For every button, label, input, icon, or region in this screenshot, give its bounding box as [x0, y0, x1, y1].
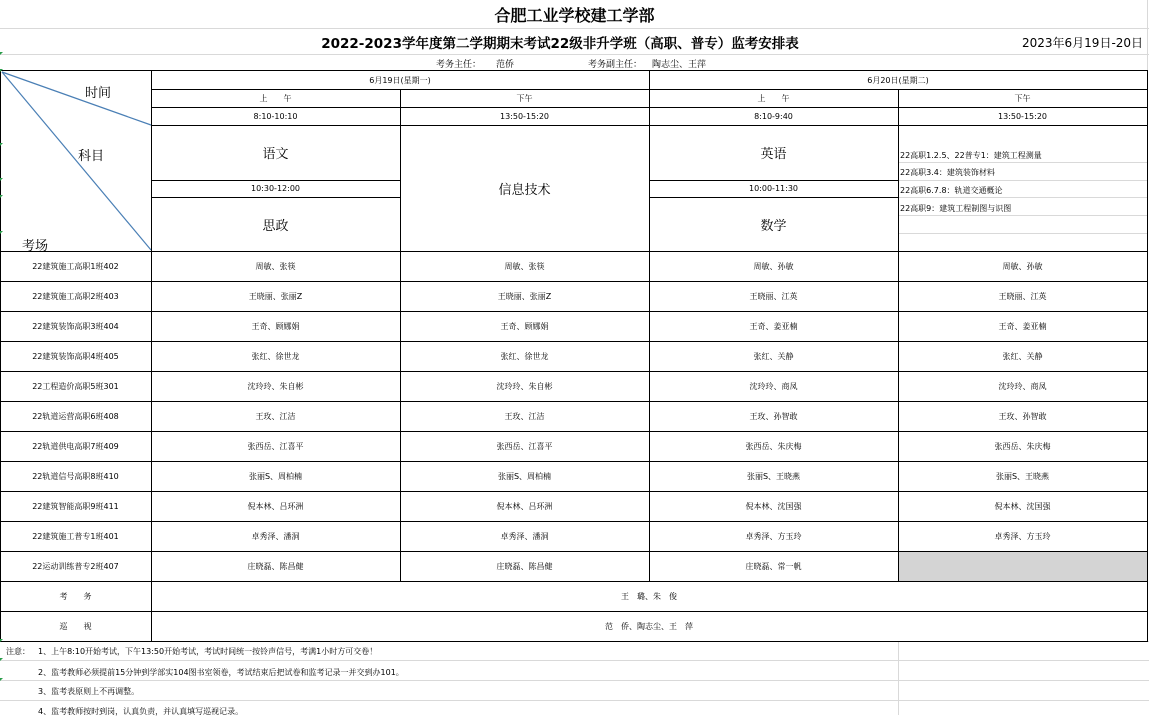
note-item: 2、监考教师必须提前15分钟到学部实104图书室领卷，考试结束后把试卷和监考记录一并交到办101。: [38, 668, 404, 677]
note-item: 1、上午8:10开始考试，下午13:50开始考试，考试时间统一按铃声信号，考满1小时方可交卷！: [38, 647, 378, 656]
corner-subject-label: 科目: [78, 149, 105, 164]
grid-line: [0, 660, 1149, 661]
grid-line: [898, 641, 899, 715]
table-border: [151, 197, 400, 198]
proctor-cell: 周敏、孙敏: [1002, 261, 1043, 271]
corner-diagonals: [0, 70, 152, 251]
table-border: [0, 70, 1, 641]
proctor-cell: 卓秀泽、方玉玲: [745, 531, 802, 541]
patrol-value: 范 侨、陶志尘、王 萍: [605, 621, 693, 631]
grid-line: [898, 215, 1147, 216]
session-2-subject: 信息技术: [498, 182, 551, 198]
room-name: 22建筑施工高职1班402: [32, 261, 119, 271]
room-name: 22建筑施工高职2班403: [32, 291, 119, 301]
cell-comment-marker: [0, 658, 3, 661]
session-2-time: 13:50-15:20: [500, 111, 549, 121]
proctor-cell: 倪本林、沈国强: [994, 501, 1051, 511]
grid-line: [0, 680, 1149, 681]
table-border: [0, 641, 1148, 642]
proctor-cell: 庄晓磊、常一帆: [745, 561, 802, 571]
room-name: 22轨道信号高职8班410: [32, 471, 119, 481]
proctor-cell: 张红、关静: [1002, 351, 1043, 361]
session-3-subject2: 数学: [760, 218, 787, 234]
session-4-subject-line: 22高职3.4：建筑装饰材料: [900, 168, 995, 177]
proctor-cell: 王奇、顾娜娟: [500, 321, 549, 331]
proctor-cell: 张西岳、朱庆梅: [745, 441, 802, 451]
room-name: 22运动训练普专2班407: [32, 561, 119, 571]
room-name: 22建筑施工普专1班401: [32, 531, 119, 541]
deputy-names: 陶志尘、王萍: [652, 60, 707, 70]
session-4-time: 13:50-15:20: [998, 111, 1047, 121]
proctor-cell: 周敏、孙敏: [753, 261, 794, 271]
table-border: [1147, 70, 1148, 641]
table-border: [151, 180, 400, 181]
proctor-cell: 王玫、江洁: [504, 411, 545, 421]
room-name: 22建筑装饰高职4班405: [32, 351, 119, 361]
session-4-subject-line: 22高职6.7.8：轨道交通概论: [900, 186, 1003, 195]
day-2-header: 6月20日(星期二): [867, 75, 929, 85]
proctor-cell: 张丽S、周柏楠: [497, 471, 552, 481]
cell-comment-marker: [0, 678, 3, 681]
proctor-cell: 卓秀泽、潘洞: [500, 531, 549, 541]
room-name: 22工程造价高职5班301: [32, 381, 119, 391]
note-item: 4、监考教师按时到岗，认真负责，并认真填写巡视记录。: [38, 707, 244, 716]
session-1-subject2: 思政: [262, 218, 289, 234]
proctor-cell: 卓秀泽、方玉玲: [994, 531, 1051, 541]
proctor-cell: 王玫、孙智敢: [998, 411, 1047, 421]
proctor-cell: 周敏、张筷: [504, 261, 545, 271]
note-item: 3、监考表原则上不再调整。: [38, 687, 140, 696]
grid-line: [0, 28, 1149, 29]
corner-time-label: 时间: [85, 86, 112, 101]
proctor-cell: 倪本林、吕环洲: [247, 501, 304, 511]
proctor-cell: 倪本林、吕环洲: [496, 501, 553, 511]
room-name: 22轨道运营高职6班408: [32, 411, 119, 421]
proctor-cell: 王晓丽、江英: [749, 291, 798, 301]
session-3-time: 8:10-9:40: [754, 111, 793, 121]
cell-comment-marker: [0, 231, 3, 234]
table-border: [0, 70, 1148, 71]
grid-line: [898, 162, 1147, 163]
date-range: 2023年6月19日-20日: [1022, 36, 1144, 50]
proctor-cell: 王奇、顾娜娟: [251, 321, 300, 331]
affairs-label: 考 务: [59, 591, 92, 601]
proctor-cell: 王晓丽、张丽Z: [497, 291, 552, 301]
cell-comment-marker: [0, 639, 3, 642]
proctor-cell: 倪本林、沈国强: [745, 501, 802, 511]
cell-comment-marker: [0, 195, 3, 198]
deputy-label: 考务副主任：: [588, 60, 643, 70]
cell-comment-marker: [0, 52, 3, 55]
cell-comment-marker: [0, 143, 3, 146]
proctor-cell: 沈玲玲、朱自彬: [496, 381, 553, 391]
proctor-cell: 张丽S、周柏楠: [248, 471, 303, 481]
affairs-value: 王 璐、朱 俊: [621, 591, 677, 601]
patrol-label: 巡 视: [59, 621, 92, 631]
room-name: 22建筑装饰高职3班404: [32, 321, 119, 331]
table-border: [649, 180, 898, 181]
grid-line: [898, 233, 1147, 234]
notes-prefix: 注意：: [6, 647, 30, 656]
table-border: [400, 89, 401, 581]
proctor-cell: 王玫、孙智敢: [749, 411, 798, 421]
proctor-cell: 张红、关静: [753, 351, 794, 361]
chief-name: 范侨: [496, 60, 515, 70]
proctor-cell: 王奇、姜亚楠: [998, 321, 1047, 331]
session-3-subject: 英语: [760, 147, 787, 162]
proctor-cell: 王晓丽、张丽Z: [248, 291, 303, 301]
session-3-time2: 10:00-11:30: [749, 184, 798, 193]
proctor-cell: 沈玲玲、朱自彬: [247, 381, 304, 391]
table-border: [0, 581, 1148, 582]
session-2-half: 下午: [516, 93, 533, 103]
proctor-cell: 张丽S、王晓燕: [746, 471, 801, 481]
proctor-cell: 张西岳、江喜平: [247, 441, 304, 451]
proctor-cell: 沈玲玲、商凤: [749, 381, 798, 391]
grid-line: [0, 700, 1149, 701]
grid-line: [898, 197, 1147, 198]
proctor-cell: 张红、徐世龙: [500, 351, 549, 361]
sheet-title: 2022-2023学年度第二学期期末考试22级非升学班（高职、普专）监考安排表: [321, 36, 799, 52]
session-4-half: 下午: [1014, 93, 1031, 103]
proctor-cell: 张西岳、朱庆梅: [994, 441, 1051, 451]
proctor-cell: 卓秀泽、潘洞: [251, 531, 300, 541]
chief-label: 考务主任：: [436, 60, 482, 70]
proctor-cell: 周敏、张筷: [255, 261, 296, 271]
corner-room-label: 考场: [22, 239, 49, 254]
proctor-cell: 沈玲玲、商凤: [998, 381, 1047, 391]
room-name: 22建筑智能高职9班411: [32, 501, 119, 511]
session-4-subject-line: 22高职1.2.5、22普专1：建筑工程测量: [900, 151, 1042, 160]
session-3-half: 上 午: [757, 93, 790, 103]
proctor-cell: 张红、徐世龙: [251, 351, 300, 361]
proctor-cell: [898, 551, 1147, 581]
table-border: [151, 70, 152, 641]
session-4-subject-line: 22高职9：建筑工程制图与识图: [900, 204, 1012, 213]
cell-comment-marker: [0, 69, 3, 72]
cell-comment-marker: [0, 178, 3, 181]
proctor-cell: 王玫、江洁: [255, 411, 296, 421]
session-1-subject: 语文: [262, 147, 289, 162]
grid-line: [898, 180, 1147, 181]
proctor-cell: 张丽S、王晓燕: [995, 471, 1050, 481]
proctor-cell: 王奇、姜亚楠: [749, 321, 798, 331]
proctor-cell: 庄晓磊、陈昌健: [496, 561, 553, 571]
table-border: [0, 251, 1148, 252]
proctor-cell: 庄晓磊、陈昌健: [247, 561, 304, 571]
session-1-time2: 10:30-12:00: [251, 184, 300, 193]
table-border: [898, 89, 899, 581]
table-border: [0, 611, 1148, 612]
day-1-header: 6月19日(星期一): [369, 75, 431, 85]
table-border: [649, 70, 650, 581]
proctor-cell: 王晓丽、江英: [998, 291, 1047, 301]
grid-line: [0, 54, 1149, 55]
session-1-half: 上 午: [259, 93, 292, 103]
table-border: [649, 197, 898, 198]
school-title: 合肥工业学校建工学部: [494, 6, 655, 25]
session-1-time: 8:10-10:10: [253, 111, 298, 121]
proctor-cell: 张西岳、江喜平: [496, 441, 553, 451]
room-name: 22轨道供电高职7班409: [32, 441, 119, 451]
